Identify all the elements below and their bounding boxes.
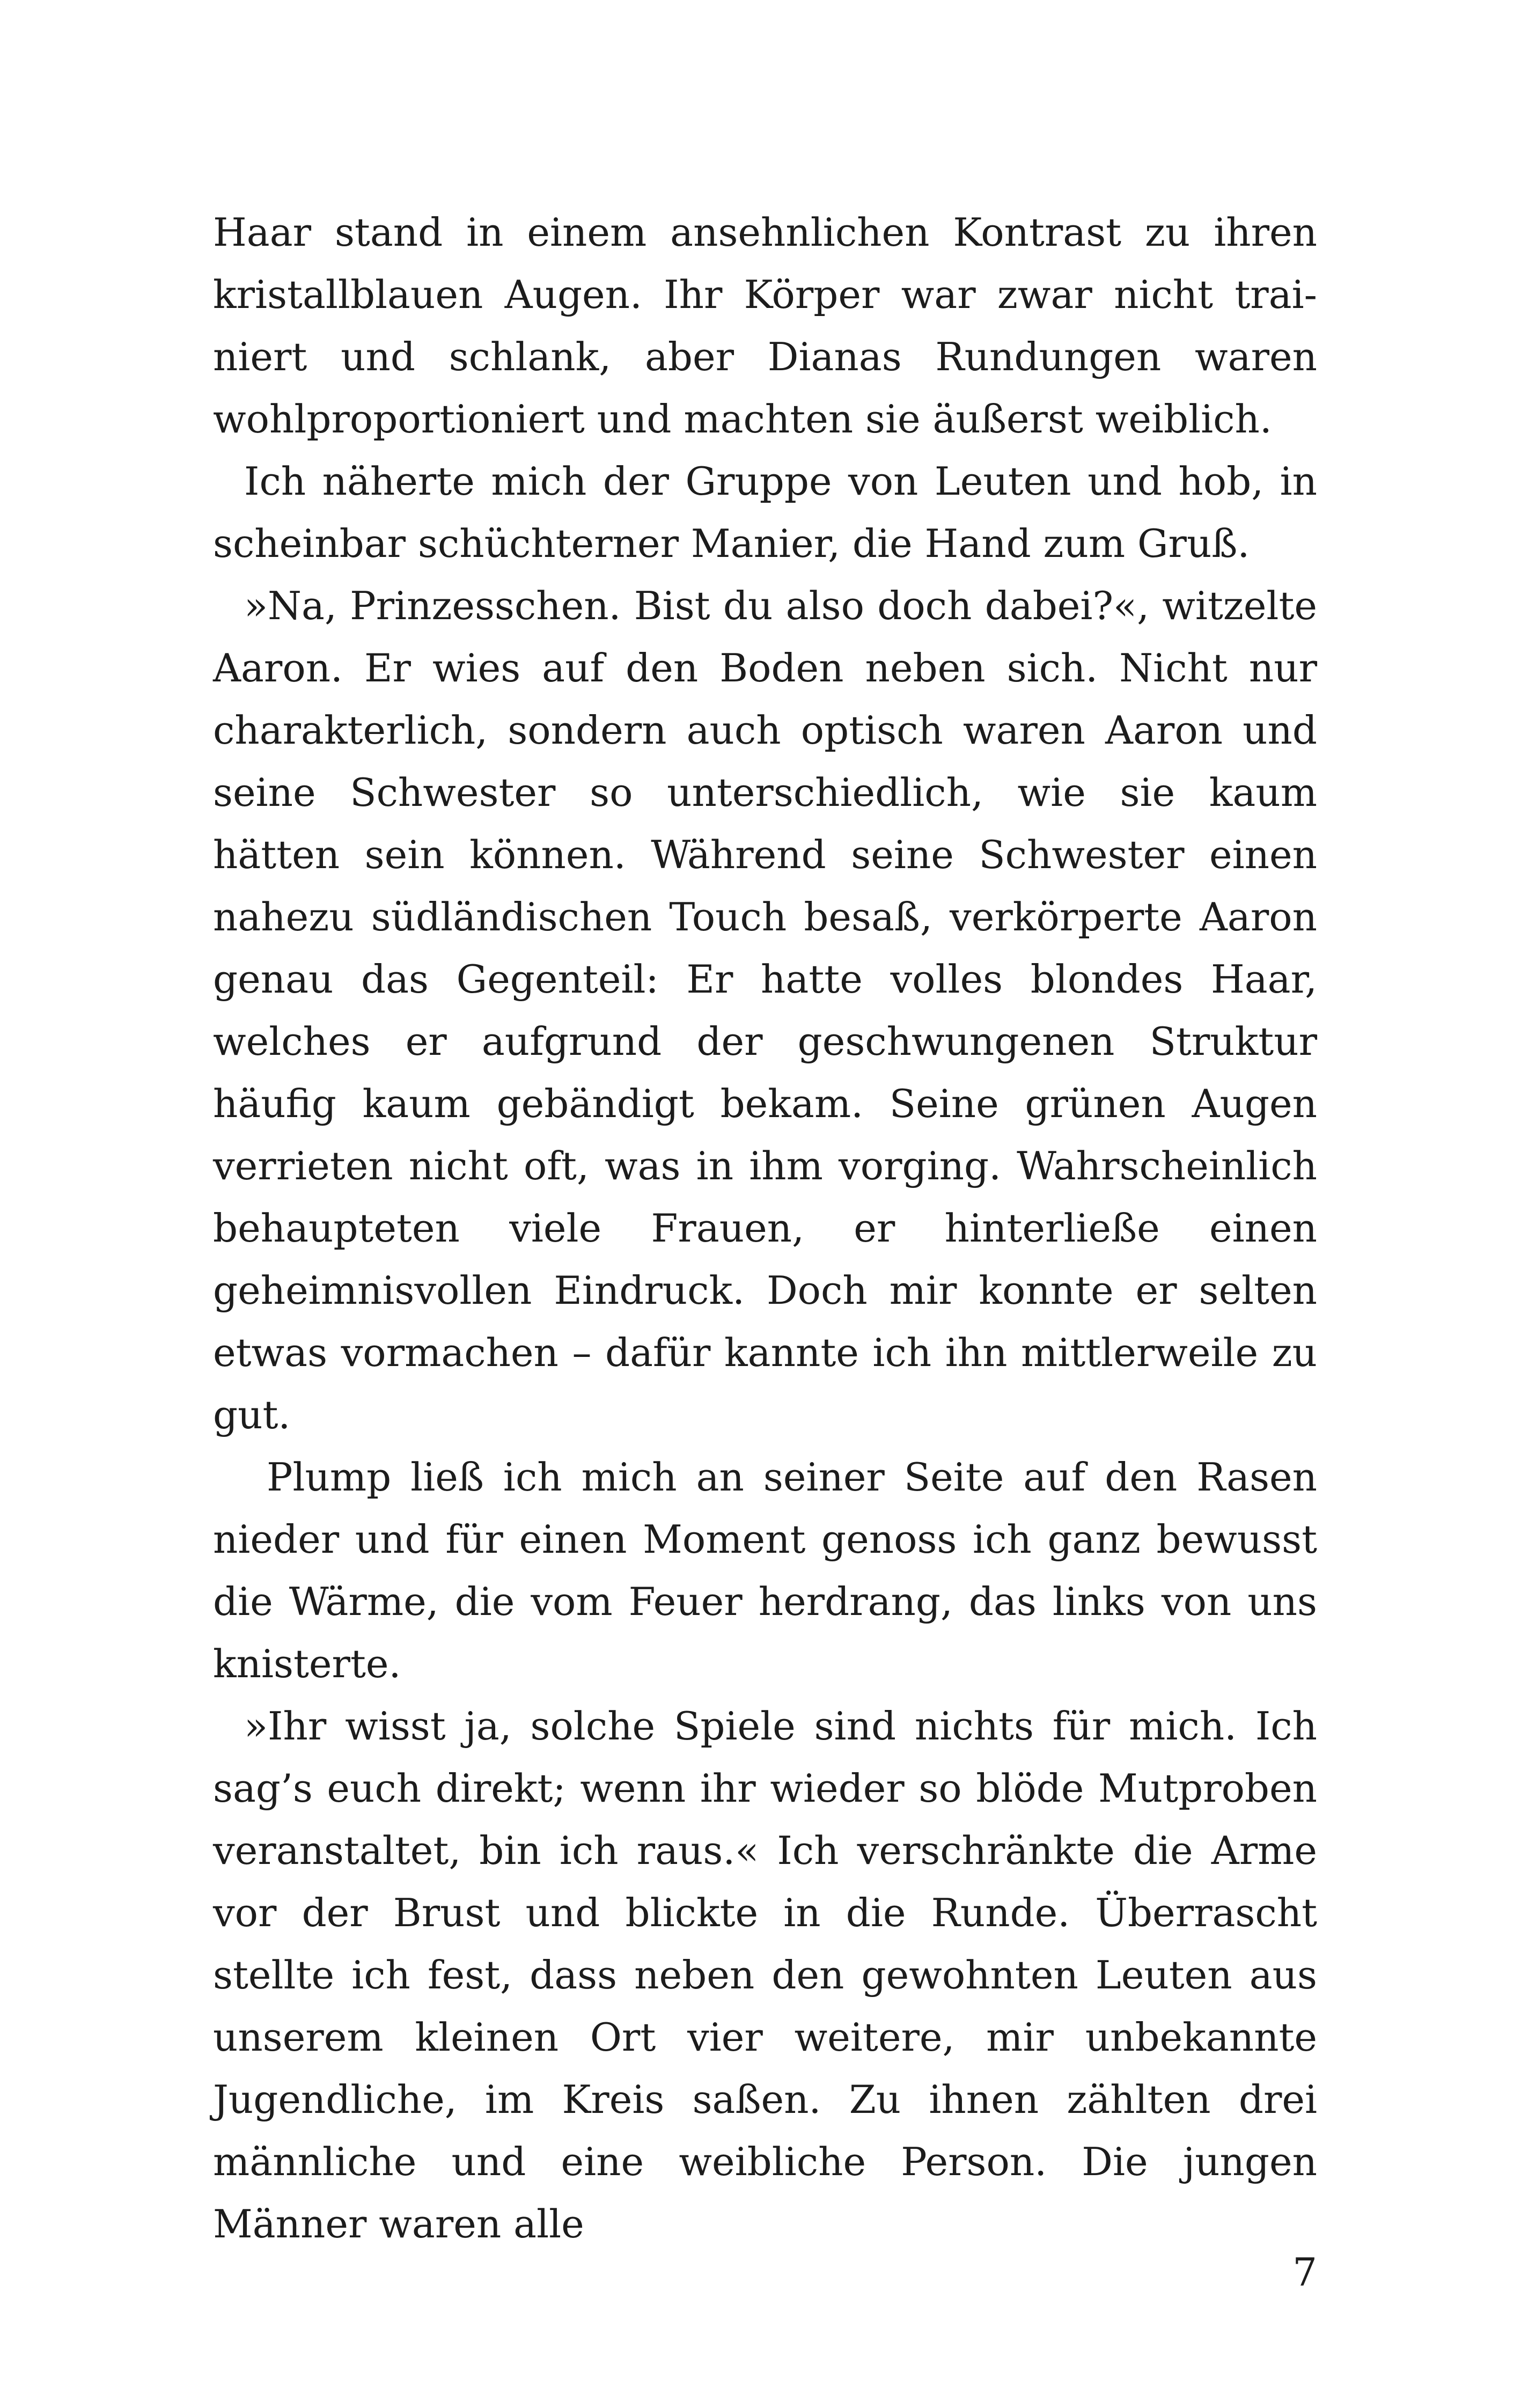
page-number: 7 bbox=[1292, 2250, 1317, 2295]
body-text bbox=[213, 201, 1317, 2255]
paragraph-5: »Ihr wisst ja, solche Spiele sind nichts für mich. Ich sag’s euch direkt; wenn ihr wieder so blöde Mutproben veranstaltet, bin ich raus.« Ich verschränkte die Arme vor der Brust und blickte in die Runde. Überrascht stellte ich fest, dass neben den gewohnten Leuten aus unserem kleinen Ort vier weitere, mir unbekannte Jugendliche, im Kreis saßen. Zu ihnen zählten drei männliche und eine weibliche Person. Die jungen Männer waren alle bbox=[213, 1704, 1317, 2247]
paragraph-1: Haar stand in einem ansehnlichen Kontrast zu ihren kristallblauen Augen. Ihr Körper war zwar nicht trainiert und schlank, aber Dianas Rundungen waren wohlproportioniert und machten sie äußerst weiblich. bbox=[213, 210, 1317, 442]
paragraph-2: Ich näherte mich der Gruppe von Leuten und hob, in scheinbar schüchterner Manier, die Hand zum Gruß. bbox=[213, 459, 1317, 566]
paragraph-3: »Na, Prinzesschen. Bist du also doch dabei?«, witzelte Aaron. Er wies auf den Boden neben sich. Nicht nur charakterlich, sondern auch optisch waren Aaron und seine Schwester so unterschiedlich, wie sie kaum hätten sein können. Während seine Schwester einen nahezu südländischen Touch besaß, verkörperte Aaron genau das Gegenteil: Er hatte volles blondes Haar, welches er aufgrund der geschwungenen Struktur häufig kaum gebändigt bekam. Seine grünen Augen verrieten nicht oft, was in ihm vorging. Wahrscheinlich behaupteten viele Frauen, er hinterließe einen geheimnisvollen Eindruck. Doch mir konnte er selten etwas vormachen – dafür kannte ich ihn mittlerweile zu gut. bbox=[213, 583, 1317, 1437]
paragraph-4: Plump ließ ich mich an seiner Seite auf den Rasen nieder und für einen Moment genoss ich ganz bewusst die Wärme, die vom Feuer herdrang, das links von uns knisterte. bbox=[213, 1455, 1317, 1686]
